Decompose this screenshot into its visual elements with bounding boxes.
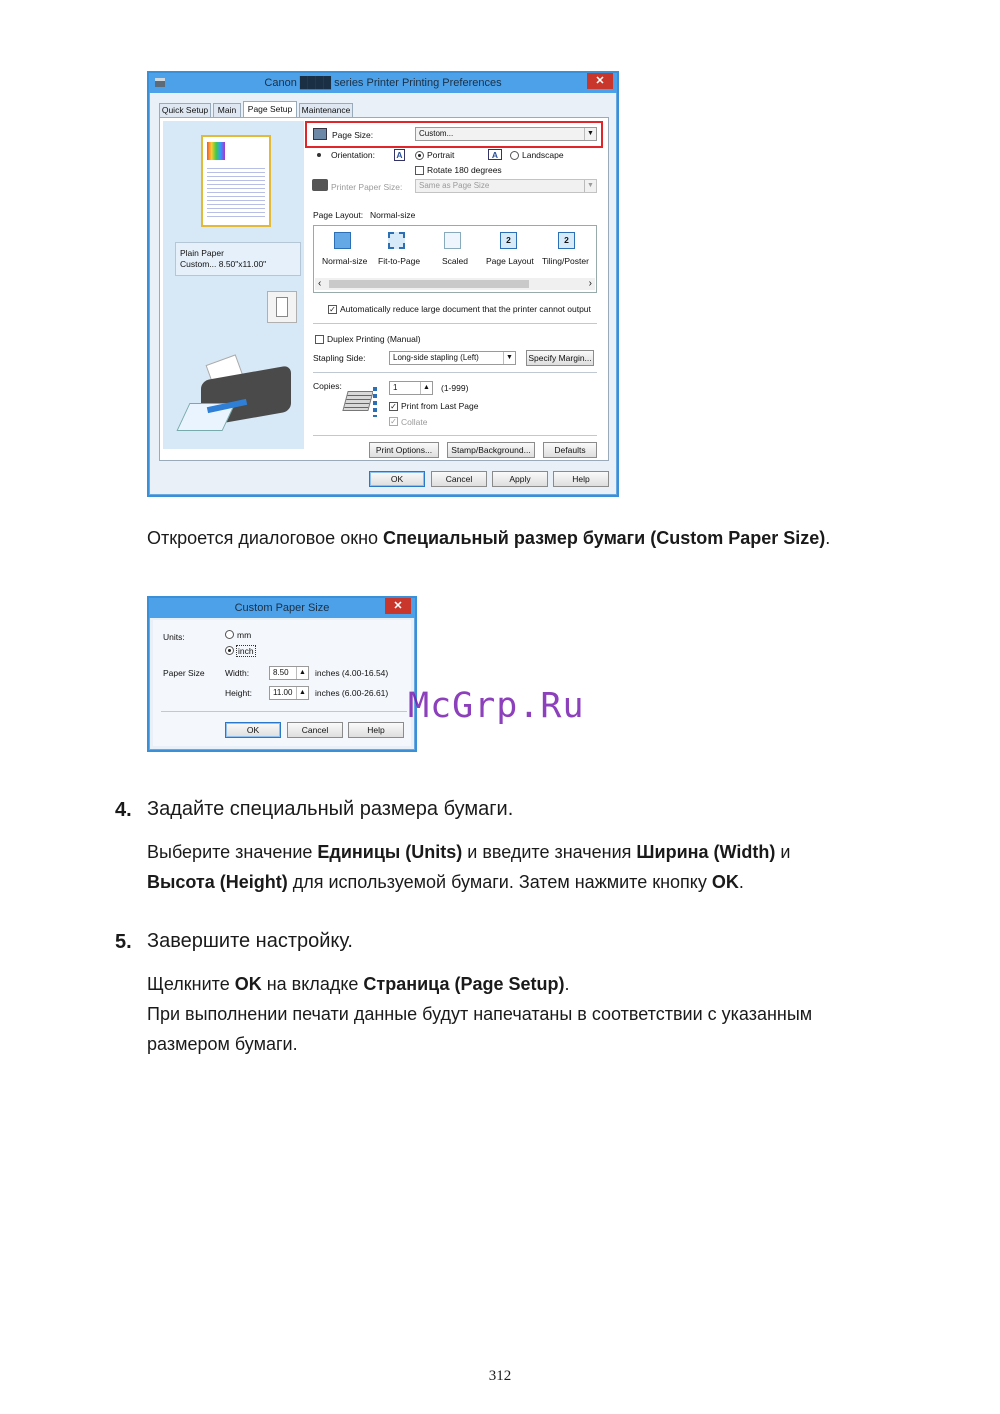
media-info-box	[175, 242, 301, 276]
divider	[313, 323, 597, 324]
defaults-button[interactable]: Defaults	[543, 442, 597, 458]
step-4-title: Задайте специальный размера бумаги.	[147, 798, 514, 820]
close-button[interactable]	[385, 598, 411, 614]
print-from-last-page-label[interactable]: Print from Last Page	[401, 401, 479, 411]
step-5-body	[147, 969, 947, 1059]
stepper-icon[interactable]: ▲	[296, 667, 308, 679]
page-layout-value: Normal-size	[370, 210, 416, 220]
paper-size-label: Paper Size	[163, 668, 205, 678]
copies-value: 1	[393, 383, 398, 392]
custom-paper-size-dialog	[147, 596, 417, 752]
step-5-text: .	[564, 974, 570, 994]
printer-paper-size-label: Printer Paper Size:	[331, 182, 403, 192]
page-size-label: Page Size:	[332, 130, 374, 140]
collate-checkbox[interactable]: ✓	[390, 417, 397, 426]
layout-label-page-layout: Page Layout	[486, 256, 534, 266]
layout-item-fit-to-page[interactable]	[372, 229, 422, 273]
print-options-button[interactable]: Print Options...	[369, 442, 439, 458]
height-value: 11.00	[273, 688, 293, 697]
divider	[313, 372, 597, 373]
step-5-number: 5.	[115, 931, 132, 953]
page-size-select[interactable]	[415, 127, 597, 141]
width-label: Width:	[225, 668, 250, 678]
height-label: Height:	[225, 688, 252, 698]
step-4-text: и	[775, 842, 791, 862]
printer-paper-size-icon	[312, 179, 328, 191]
portrait-icon: A	[394, 149, 405, 161]
page-number: 312	[488, 1368, 512, 1384]
portrait-radio[interactable]	[415, 151, 424, 160]
step-5-line-2: При выполнении печати данные будут напечатаны в соответствии с указанным	[147, 1004, 813, 1024]
step-4-height: Высота (Height)	[147, 872, 288, 892]
layout-label-normal-size: Normal-size	[322, 256, 368, 266]
layout-item-scaled[interactable]	[428, 229, 478, 273]
print-from-last-page-checkbox[interactable]: ✓	[390, 402, 397, 411]
scaled-icon	[444, 232, 461, 249]
preview-text-lines	[207, 165, 265, 220]
step-4-width: Ширина (Width)	[636, 842, 776, 862]
height-range: inches (6.00-26.61)	[315, 688, 389, 698]
landscape-radio[interactable]	[510, 151, 519, 160]
printer-paper-size-select[interactable]	[415, 179, 597, 193]
chevron-down-icon: ▼	[503, 352, 515, 364]
dialog-title: Custom Paper Size	[234, 602, 330, 614]
step-5-text: на вкладке	[261, 974, 364, 994]
step-5-text: Щелкните	[147, 974, 235, 994]
stapling-label: Stapling Side:	[313, 353, 366, 363]
layout-label-tiling-poster: Tiling/Poster	[542, 256, 589, 266]
normal-size-icon	[334, 232, 351, 249]
paper-source-icon	[267, 291, 297, 323]
landscape-label[interactable]: Landscape	[522, 150, 564, 160]
scroll-right-icon[interactable]: ›	[588, 278, 592, 289]
watermark-text: McGrp.Ru	[408, 686, 585, 726]
step-4-number: 4.	[115, 799, 132, 821]
tiling-poster-icon: 2	[558, 232, 575, 249]
printer-paper-size-value: Same as Page Size	[419, 181, 490, 190]
step-5-line-3: размером бумаги.	[147, 1034, 298, 1054]
tab-quick-setup[interactable]: Quick Setup	[159, 103, 211, 117]
rotate-180-label[interactable]: Rotate 180 degrees	[427, 165, 502, 175]
intro-paragraph	[147, 523, 877, 553]
orientation-label: Orientation:	[331, 150, 375, 160]
width-value: 8.50	[273, 668, 289, 677]
auto-reduce-label[interactable]: Automatically reduce large document that the printer cannot output	[340, 304, 591, 314]
step-4-text: .	[738, 872, 744, 892]
stamp-background-button[interactable]: Stamp/Background...	[447, 442, 535, 458]
collate-label[interactable]: Collate	[401, 417, 428, 427]
mm-radio[interactable]	[225, 630, 234, 639]
dialog-title-bar	[149, 73, 617, 93]
page-layout-label: Page Layout:	[313, 210, 364, 220]
inch-label[interactable]: inch	[238, 646, 254, 656]
media-size-text: Custom... 8.50"x11.00"	[180, 259, 267, 269]
layout-item-page-layout[interactable]	[484, 229, 534, 273]
help-button[interactable]: Help	[553, 471, 609, 487]
height-input[interactable]	[269, 686, 309, 700]
cancel-button[interactable]: Cancel	[287, 722, 343, 738]
specify-margin-button[interactable]: Specify Margin...	[526, 350, 594, 366]
step-4-text: и введите значения	[462, 842, 637, 862]
scroll-left-icon[interactable]: ‹	[318, 278, 322, 289]
page-preview-image	[201, 135, 271, 227]
close-icon: ✕	[393, 600, 403, 612]
collate-order-icon	[373, 387, 377, 417]
media-type-text: Plain Paper	[180, 248, 224, 258]
step-5-page-setup: Страница (Page Setup)	[363, 974, 565, 994]
tab-strip	[159, 101, 609, 117]
layout-label-fit-to-page: Fit-to-Page	[378, 256, 421, 266]
tab-main[interactable]: Main	[213, 103, 241, 117]
landscape-icon: A	[488, 149, 502, 160]
intro-bold-text: Специальный размер бумаги (Custom Paper Size)	[383, 528, 826, 548]
portrait-label[interactable]: Portrait	[427, 150, 455, 160]
layout-item-normal-size[interactable]	[318, 229, 368, 273]
orientation-bullet-icon	[317, 153, 321, 157]
layout-label-scaled: Scaled	[442, 256, 468, 266]
tab-maintenance[interactable]: Maintenance	[299, 103, 353, 117]
units-label: Units:	[163, 632, 185, 642]
layout-scrollbar[interactable]	[315, 278, 595, 290]
mm-label[interactable]: mm	[237, 630, 252, 640]
copies-stack-icon	[342, 391, 373, 411]
dialog-title-bar	[149, 598, 415, 618]
scroll-thumb[interactable]	[329, 280, 529, 288]
page-layout-icon: 2	[500, 232, 517, 249]
tab-page-setup[interactable]: Page Setup	[243, 101, 297, 117]
step-4-text: для используемой бумаги. Затем нажмите кнопку	[287, 872, 712, 892]
close-button[interactable]	[587, 73, 613, 89]
intro-text: Откроется диалоговое окно	[147, 528, 384, 548]
fit-to-page-icon	[388, 232, 405, 249]
page-size-icon	[313, 128, 327, 140]
page-size-value: Custom...	[419, 129, 454, 138]
step-5-title: Завершите настройку.	[147, 930, 353, 952]
stepper-icon[interactable]: ▲	[420, 382, 432, 394]
copies-input[interactable]	[389, 381, 433, 395]
apply-button[interactable]: Apply	[492, 471, 548, 487]
cancel-button[interactable]: Cancel	[431, 471, 487, 487]
layout-item-tiling-poster[interactable]	[540, 229, 596, 273]
page-layout-list[interactable]	[313, 225, 597, 293]
ok-button[interactable]: OK	[225, 722, 281, 738]
copies-label: Copies:	[313, 381, 342, 391]
preview-color-block	[207, 142, 225, 160]
close-icon: ✕	[595, 75, 605, 87]
help-button[interactable]: Help	[348, 722, 404, 738]
rotate-180-checkbox[interactable]	[415, 166, 424, 175]
ok-button[interactable]: OK	[369, 471, 425, 487]
duplex-label[interactable]: Duplex Printing (Manual)	[327, 334, 421, 344]
width-range: inches (4.00-16.54)	[315, 668, 389, 678]
printing-preferences-dialog	[147, 71, 619, 497]
step-4-text: Выберите значение	[147, 842, 318, 862]
intro-end-text: .	[825, 528, 831, 548]
stapling-value: Long-side stapling (Left)	[393, 353, 479, 362]
preview-panel	[163, 121, 304, 449]
duplex-checkbox[interactable]	[315, 335, 324, 344]
printer-illustration-icon	[181, 353, 299, 439]
printer-app-icon	[155, 78, 165, 87]
stapling-select[interactable]	[389, 351, 516, 365]
copies-range: (1-999)	[441, 383, 469, 393]
step-4-body	[147, 837, 907, 897]
width-input[interactable]	[269, 666, 309, 680]
step-5-ok: OK	[234, 974, 262, 994]
chevron-down-icon: ▼	[584, 180, 596, 192]
dialog-title: Canon ████ series Printer Printing Preferences	[264, 77, 502, 89]
step-4-units: Единицы (Units)	[317, 842, 463, 862]
divider	[313, 435, 597, 436]
stepper-icon[interactable]: ▲	[296, 687, 308, 699]
divider	[161, 711, 407, 712]
auto-reduce-checkbox[interactable]: ✓	[329, 305, 336, 314]
step-4-ok: OK	[711, 872, 739, 892]
inch-radio[interactable]	[225, 646, 234, 655]
chevron-down-icon: ▼	[584, 128, 596, 140]
